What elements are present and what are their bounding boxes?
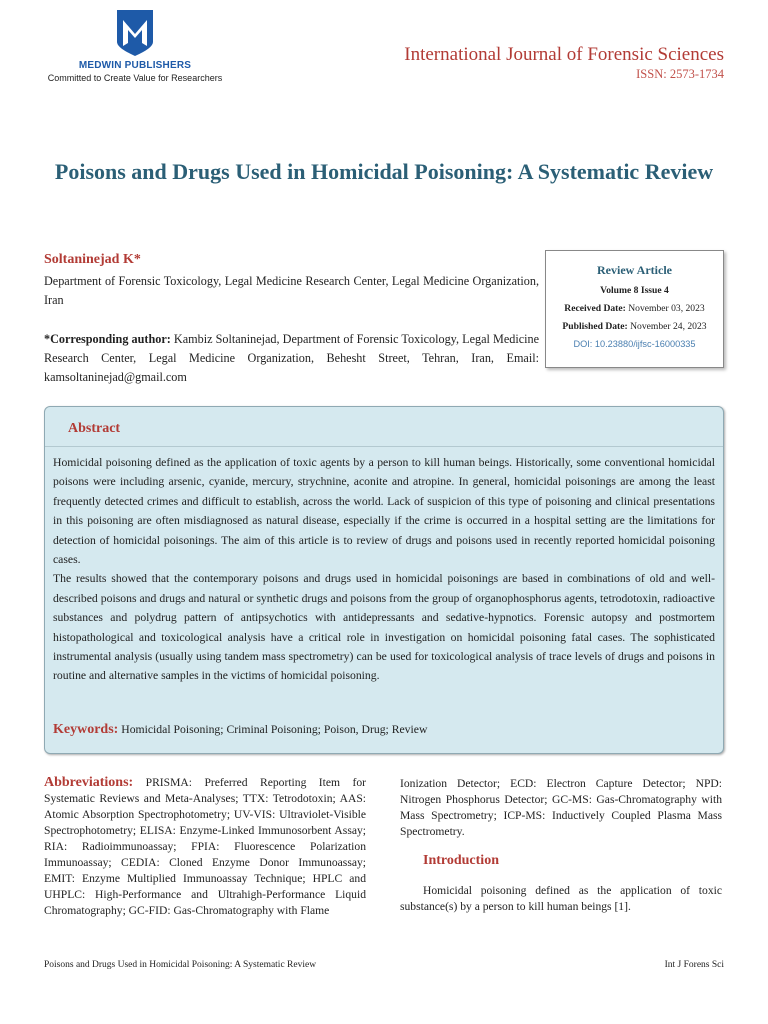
doi-link[interactable]: DOI: 10.23880/ijfsc-16000335 xyxy=(573,339,696,349)
published-value: November 24, 2023 xyxy=(627,321,707,332)
abstract-heading: Abstract xyxy=(68,421,121,436)
volume-issue xyxy=(546,285,723,296)
article-type: Review Article xyxy=(597,263,672,277)
introduction-heading: Introduction xyxy=(423,853,499,868)
abstract-box xyxy=(44,406,724,754)
abstract-paragraph-2: The results showed that the contemporary poisons and drugs used in homicidal poisonings are based in combinations of old and well-described poisons and drugs and natural or synthetic drugs and poisons from the group of organophosphorus agents, tetrodotoxin, radioactive substances and polydrug pattern of antipsychotics with antidepressants and sedative-hypnotics. Forensic autopsy and postmortem histopathological and toxicological analysis have a critical role in investigation on homicidal poisoning fatal cases. The sophisticated instrumental analysis (usually using tandem mass spectrometry) can be used for toxicological analysis of trace levels of drugs and poisons in routine and alternative samples in the victims of homicidal poisoning. xyxy=(53,572,715,683)
abstract-paragraph-1: Homicidal poisoning defined as the application of toxic agents by a person to kill human beings. Historically, some conventional homicidal poisons were including arsenic, cyanide, mercury, strychnine, aconite and atropine. In general, homicidal poisonings are among the least frequently detected crimes and difficult to establish, across the world. Lack of suspicion of this type of poisoning and clinical presentations in this poisoning are often misdiagnosed as natural disease, especially if the crime is occurred in a hospital setting are the limitations for detection of homicidal poisonings. The aim of this article is to review of drugs and poisons used in recently reported homicidal poisoning cases. xyxy=(53,456,715,567)
journal-issn: ISSN: 2573-1734 xyxy=(636,67,724,81)
footer-journal-abbrev: Int J Forens Sci xyxy=(664,960,724,970)
received-label: Received Date: xyxy=(564,303,626,314)
abstract-divider xyxy=(45,446,723,447)
introduction-text: Homicidal poisoning defined as the application of toxic substance(s) by a person to kill human beings [1]. xyxy=(400,884,722,913)
footer-running-title: Poisons and Drugs Used in Homicidal Poisoning: A Systematic Review xyxy=(44,960,317,970)
abbreviations-right: Ionization Detector; ECD: Electron Capture Detector; NPD: Nitrogen Phosphorus Detector; GC-MS: Gas-Chromatography with Mass Spectrometry; ICP-MS: Inductively Coupled Plasma Mass Spectrometry. xyxy=(400,777,722,838)
article-info-box xyxy=(545,250,724,368)
publisher-logo xyxy=(40,8,230,83)
keywords xyxy=(53,722,427,738)
corresponding-text: Kambiz Soltaninejad, Department of Forensic Toxicology, Legal Medicine Research Center, Legal Medicine Organization, Behesht Street, Tehran, Iran, Email: kamsoltaninejad@gmail.com xyxy=(44,332,540,384)
article-title: Poisons and Drugs Used in Homicidal Poisoning: A Systematic Review xyxy=(54,159,714,184)
journal-title: International Journal of Forensic Sciences xyxy=(404,44,724,65)
corresponding-label: *Corresponding author: xyxy=(44,332,171,346)
author-name: Soltaninejad K* xyxy=(44,252,141,267)
abbreviations-left xyxy=(44,775,366,919)
keywords-text: Homicidal Poisoning; Criminal Poisoning; Poison, Drug; Review xyxy=(118,723,428,736)
received-date xyxy=(546,303,723,314)
publisher-name: MEDWIN PUBLISHERS xyxy=(78,60,192,71)
abbreviations-text-left: PRISMA: Preferred Reporting Item for Systematic Reviews and Meta-Analyses; TTX: Tetrodotoxin; AAS: Atomic Absorption Spectrophotometry; UV-VIS: Ultraviolet-Visible Spectrophotometry; ELISA: Enzyme-Linked Immunosorbent Assay; RIA: Radioimmunoassay; FPIA: Fluorescence Polarization Immunoassay; CEDIA: Cloned Enzyme Donor Immunoassay; EMIT: Enzyme Multiplied Immunoassay Technique; HPLC and UHPLC: High-Performance and Ultrahigh-Performance Liquid Chromatography; GC-FID: Gas-Chromatography with Flame xyxy=(44,776,366,917)
published-label: Published Date: xyxy=(562,321,628,332)
volume-issue-text: Volume 8 Issue 4 xyxy=(600,285,669,296)
published-date xyxy=(546,321,723,332)
medwin-logo-icon xyxy=(115,8,155,58)
journal-header xyxy=(404,44,724,82)
received-value: November 03, 2023 xyxy=(625,303,705,314)
author-affiliation: Department of Forensic Toxicology, Legal Medicine Research Center, Legal Medicine Organization, Iran xyxy=(44,274,539,307)
abbreviations-label: Abbreviations: xyxy=(44,775,134,790)
publisher-tagline: Committed to Create Value for Researchers xyxy=(47,73,223,83)
keywords-label: Keywords: xyxy=(53,722,119,737)
abstract-body xyxy=(53,453,715,686)
corresponding-author xyxy=(44,330,539,387)
